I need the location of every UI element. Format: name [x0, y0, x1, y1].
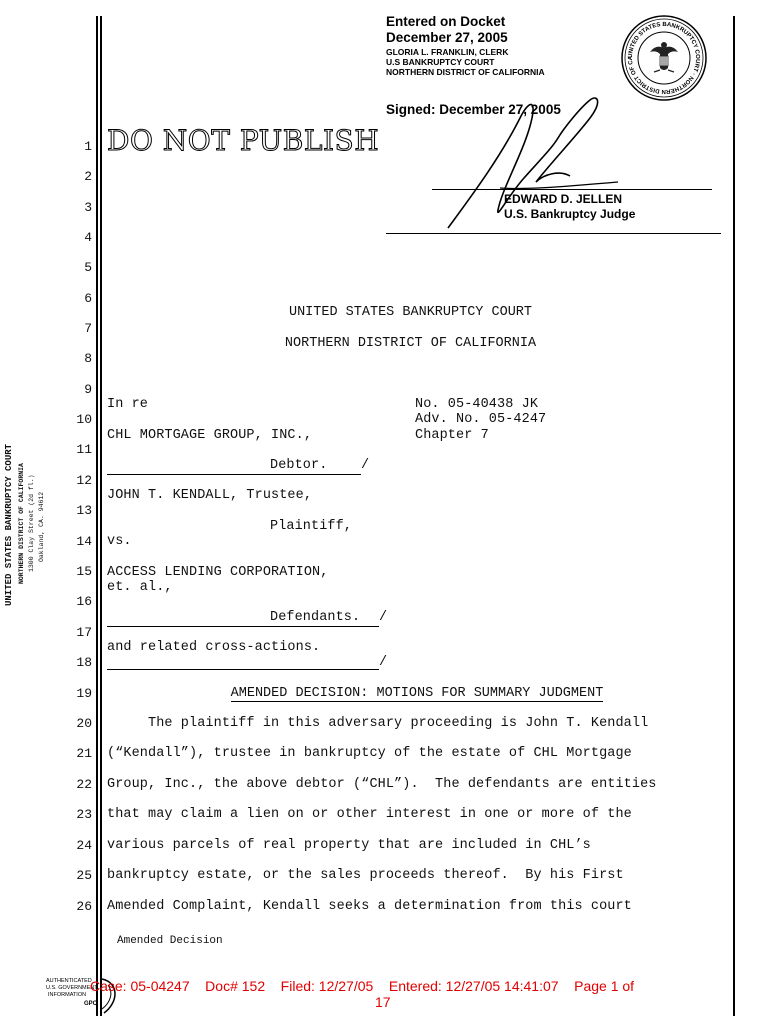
caption-slash: /: [379, 610, 388, 625]
line-number: 19: [76, 686, 92, 701]
body-line: that may claim a lien on or other interest in one or more of the: [107, 807, 632, 822]
line-number: 5: [84, 260, 92, 275]
caption-slash: /: [379, 655, 388, 670]
line-number: 7: [84, 321, 92, 336]
filing-stamp-line1: Case: 05-04247 Doc# 152 Filed: 12/27/05 Entered: 12/27/05 14:41:07 Page 1 of: [90, 978, 635, 994]
line-number: 13: [76, 503, 92, 518]
line-number: 12: [76, 473, 92, 488]
clerk-name: GLORIA L. FRANKLIN, CLERK: [386, 47, 509, 57]
debtor-label: Debtor.: [270, 458, 328, 473]
left-margin-rule: [96, 16, 98, 1016]
related-rule: [107, 655, 379, 670]
signed-date: Signed: December 27, 2005: [386, 102, 561, 117]
side-court-district: NORTHERN DISTRICT OF CALIFORNIA: [18, 463, 25, 584]
line-number: 15: [76, 564, 92, 579]
line-number: 18: [76, 655, 92, 670]
side-court-city: Oakland, CA. 94612: [38, 491, 45, 562]
line-number: 20: [76, 716, 92, 731]
line-number: 10: [76, 412, 92, 427]
line-number: 26: [76, 899, 92, 914]
in-re: In re: [107, 397, 149, 412]
court-district: NORTHERN DISTRICT OF CALIFORNIA: [284, 336, 537, 351]
court-title: UNITED STATES BANKRUPTCY COURT: [288, 305, 533, 320]
defendant-name: ACCESS LENDING CORPORATION,: [107, 565, 329, 580]
versus: vs.: [107, 534, 132, 549]
svg-text:AUTHENTICATED: AUTHENTICATED: [46, 978, 92, 984]
district-name: NORTHERN DISTRICT OF CALIFORNIA: [386, 67, 545, 77]
line-number: 17: [76, 625, 92, 640]
footer-label: Amended Decision: [117, 935, 223, 947]
case-number: No. 05-40438 JK: [415, 397, 539, 412]
line-number: 21: [76, 746, 92, 761]
plaintiff-name: JOHN T. KENDALL, Trustee,: [107, 488, 313, 503]
line-number: 16: [76, 594, 92, 609]
filing-stamp-line2: 17: [375, 994, 391, 1010]
line-number: 3: [84, 200, 92, 215]
body-line: bankruptcy estate, or the sales proceeds thereof. By his First: [107, 868, 624, 883]
line-number: 11: [76, 442, 92, 457]
line-number: 14: [76, 534, 92, 549]
debtor-name: CHL MORTGAGE GROUP, INC.,: [107, 428, 313, 443]
related-actions: and related cross-actions.: [107, 640, 321, 655]
line-number: 25: [76, 868, 92, 883]
body-line: various parcels of real property that are included in CHL’s: [107, 838, 591, 853]
judge-name: EDWARD D. JELLEN: [504, 192, 623, 206]
decision-title: AMENDED DECISION: MOTIONS FOR SUMMARY JUDGMENT: [230, 686, 604, 701]
left-margin-rule-double: [100, 16, 102, 1016]
judge-title: U.S. Bankruptcy Judge: [504, 207, 636, 221]
defendants-label: Defendants.: [270, 610, 361, 625]
body-line: The plaintiff in this adversary proceeding is John T. Kendall: [107, 716, 649, 731]
defendant-etal: et. al.,: [107, 580, 173, 595]
line-number: 24: [76, 838, 92, 853]
line-number: 23: [76, 807, 92, 822]
line-number: 6: [84, 291, 92, 306]
side-court-name: UNITED STATES BANKRUPTCY COURT: [4, 443, 14, 606]
caption-slash: /: [361, 458, 370, 473]
judge-block: [504, 192, 635, 222]
line-number: 9: [84, 382, 92, 397]
svg-text:UNITED STATES BANKRUPTCY COURT: UNITED STATES BANKRUPTCY COURT · NORTHERN DISTRICT OF CA: [627, 21, 701, 95]
body-line: Group, Inc., the above debtor (“CHL”). The defendants are entities: [107, 777, 657, 792]
entered-date: December 27, 2005: [386, 30, 508, 45]
body-line: (“Kendall”), trustee in bankruptcy of the estate of CHL Mortgage: [107, 746, 632, 761]
header-divider: [386, 233, 721, 234]
plaintiff-label: Plaintiff,: [270, 519, 353, 534]
side-court-street: 1300 Clay Street (2d fl.): [28, 474, 35, 572]
line-number: 22: [76, 777, 92, 792]
signature-line: [432, 189, 712, 190]
line-number: 4: [84, 230, 92, 245]
body-line: Amended Complaint, Kendall seeks a determination from this court: [107, 899, 632, 914]
do-not-publish-stamp: DO NOT PUBLISH: [107, 124, 380, 157]
line-number: 2: [84, 169, 92, 184]
chapter: Chapter 7: [415, 428, 489, 443]
entered-label: Entered on Docket: [386, 14, 506, 29]
svg-text:INFORMATION: INFORMATION: [48, 992, 87, 998]
line-number: 8: [84, 351, 92, 366]
court-name: U.S BANKRUPTCY COURT: [386, 57, 495, 67]
svg-text:U.S. GOVERNMENT: U.S. GOVERNMENT: [46, 985, 98, 991]
docket-entry: [386, 14, 545, 77]
line-number: 1: [84, 139, 92, 154]
svg-text:GPO: GPO: [84, 1001, 98, 1007]
right-margin-rule: [733, 16, 735, 1016]
adversary-number: Adv. No. 05-4247: [415, 412, 547, 427]
decision-title-row: [107, 686, 727, 701]
